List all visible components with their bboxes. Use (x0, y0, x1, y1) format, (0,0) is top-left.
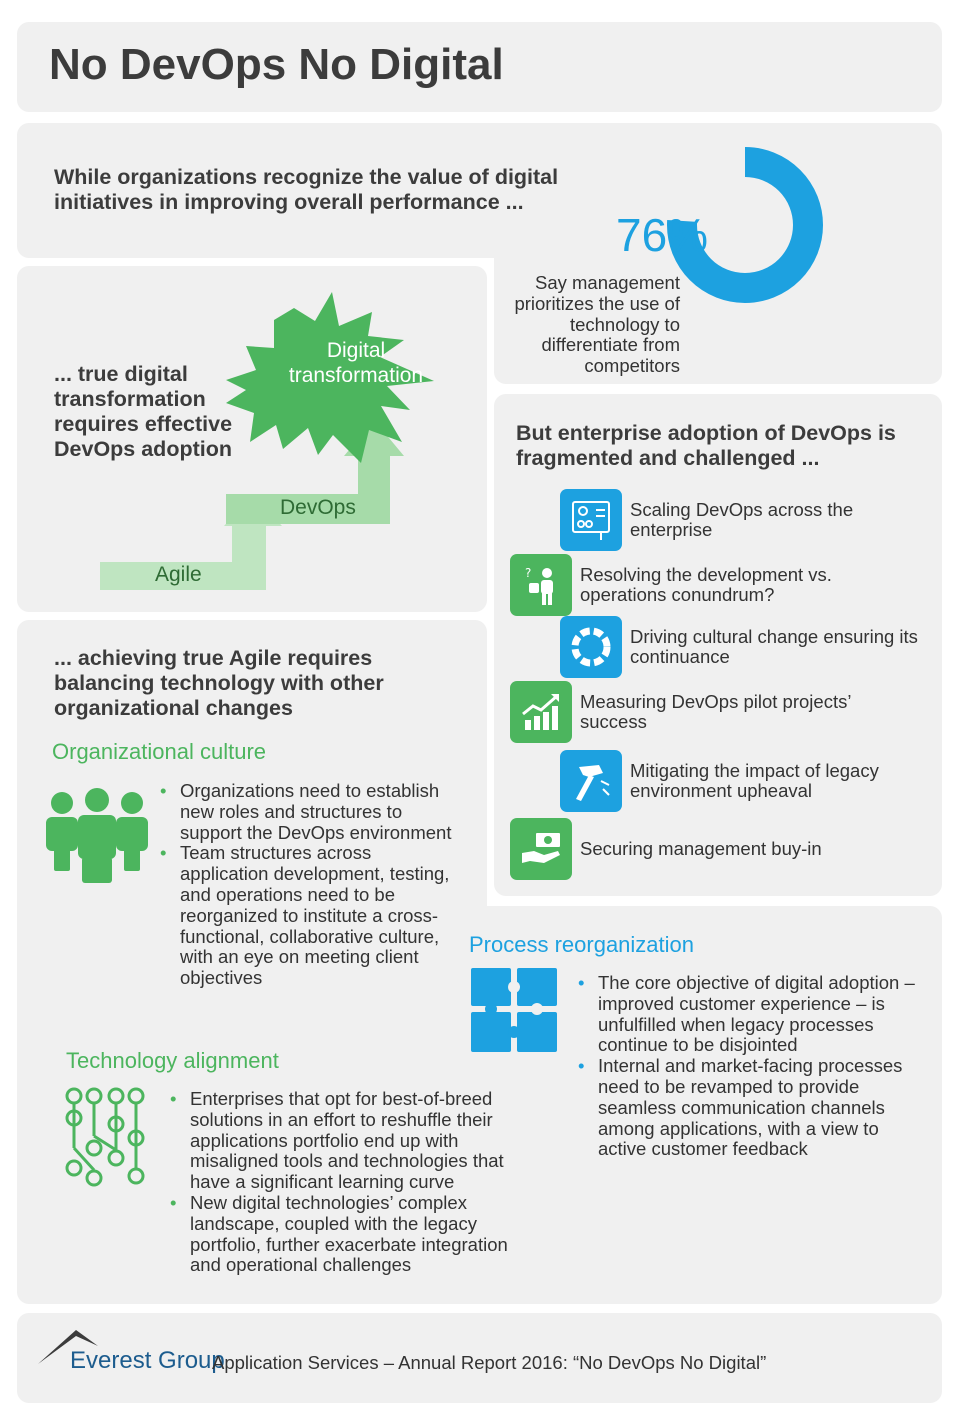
puzzle-icon (471, 968, 559, 1052)
stat-caption: Say management prioritizes the use of technology to differentiate from competitors (514, 272, 680, 377)
challenge-item (510, 554, 880, 616)
everest-logo-text: Everest Group (70, 1347, 225, 1374)
challenge-label: Measuring DevOps pilot projects’ success (580, 691, 851, 732)
challenge-label: Driving cultural change ensuring its continuance (630, 626, 918, 667)
agile-label: Agile (155, 563, 202, 586)
culture-bullet: • Team structures across application development, testing, and operations need to be reorganized to institute a cross-functional, collaborative culture, with an eye on meeting client objectives (160, 843, 452, 989)
stat-value: 76% (616, 209, 709, 261)
challenge-item (510, 681, 880, 743)
process-title: Process reorganization (469, 932, 695, 957)
challenge-label: Mitigating the impact of legacy environment upheaval (630, 760, 879, 801)
staircase-diagram (96, 270, 476, 596)
technology-bullet: • New digital technologies’ complex landscape, coupled with the legacy portfolio, further exacerbate integration and operational challenges (170, 1193, 526, 1276)
challenge-item (560, 616, 930, 678)
growth-chart-icon (510, 681, 572, 743)
intro-heading: While organizations recognize the value of digital initiatives in improving overall performance ... (54, 165, 559, 214)
challenge-label: Securing management buy-in (580, 838, 822, 859)
culture-bullet: • Organizations need to establish new roles and structures to support the DevOps environment (160, 781, 452, 843)
process-bullet: • The core objective of digital adoption – improved customer experience – is unfulfilled when legacy processes continue to be disjointed (578, 973, 928, 1056)
team-chart-icon (560, 489, 622, 551)
challenge-item (510, 818, 880, 880)
page-title: No DevOps No Digital (49, 40, 504, 89)
challenge-item (560, 750, 930, 812)
cycle-ring-icon (560, 616, 622, 678)
devops-label: DevOps (280, 496, 356, 519)
money-hand-icon (510, 818, 572, 880)
footer-source: Application Services – Annual Report 2016: “No DevOps No Digital” (212, 1352, 767, 1373)
challenge-label: Resolving the development vs. operations conundrum? (580, 564, 832, 605)
agile-heading: ... achieving true Agile requires balancing technology with other organizational changes (54, 646, 384, 720)
culture-bullets (160, 781, 452, 989)
challenges-heading: But enterprise adoption of DevOps is fragmented and challenged ... (516, 421, 896, 470)
circuit-icon (60, 1086, 150, 1188)
culture-title: Organizational culture (52, 739, 267, 764)
technology-title: Technology alignment (66, 1048, 279, 1073)
digital-transformation-label: Digital transformation (288, 339, 424, 387)
puzzled-person-icon (510, 554, 572, 616)
people-group-icon (44, 787, 150, 885)
challenge-label: Scaling DevOps across the enterprise (630, 499, 854, 540)
challenge-item (560, 489, 930, 551)
technology-bullet: • Enterprises that opt for best-of-breed solutions in an effort to reshuffle their applications portfolio end up with misaligned tools and technologies that have a significant learning curve (170, 1089, 526, 1193)
process-bullet: • Internal and market-facing processes need to be revamped to provide seamless communication channels among applications, with a view to active customer feedback (578, 1056, 928, 1160)
hammer-icon (560, 750, 622, 812)
transformation-heading: ... true digital transformation requires effective DevOps adoption (54, 362, 233, 461)
svg-text:?: ? (525, 566, 532, 580)
process-bullets (578, 973, 928, 1160)
technology-bullets (170, 1089, 526, 1276)
title-panel (17, 22, 942, 112)
